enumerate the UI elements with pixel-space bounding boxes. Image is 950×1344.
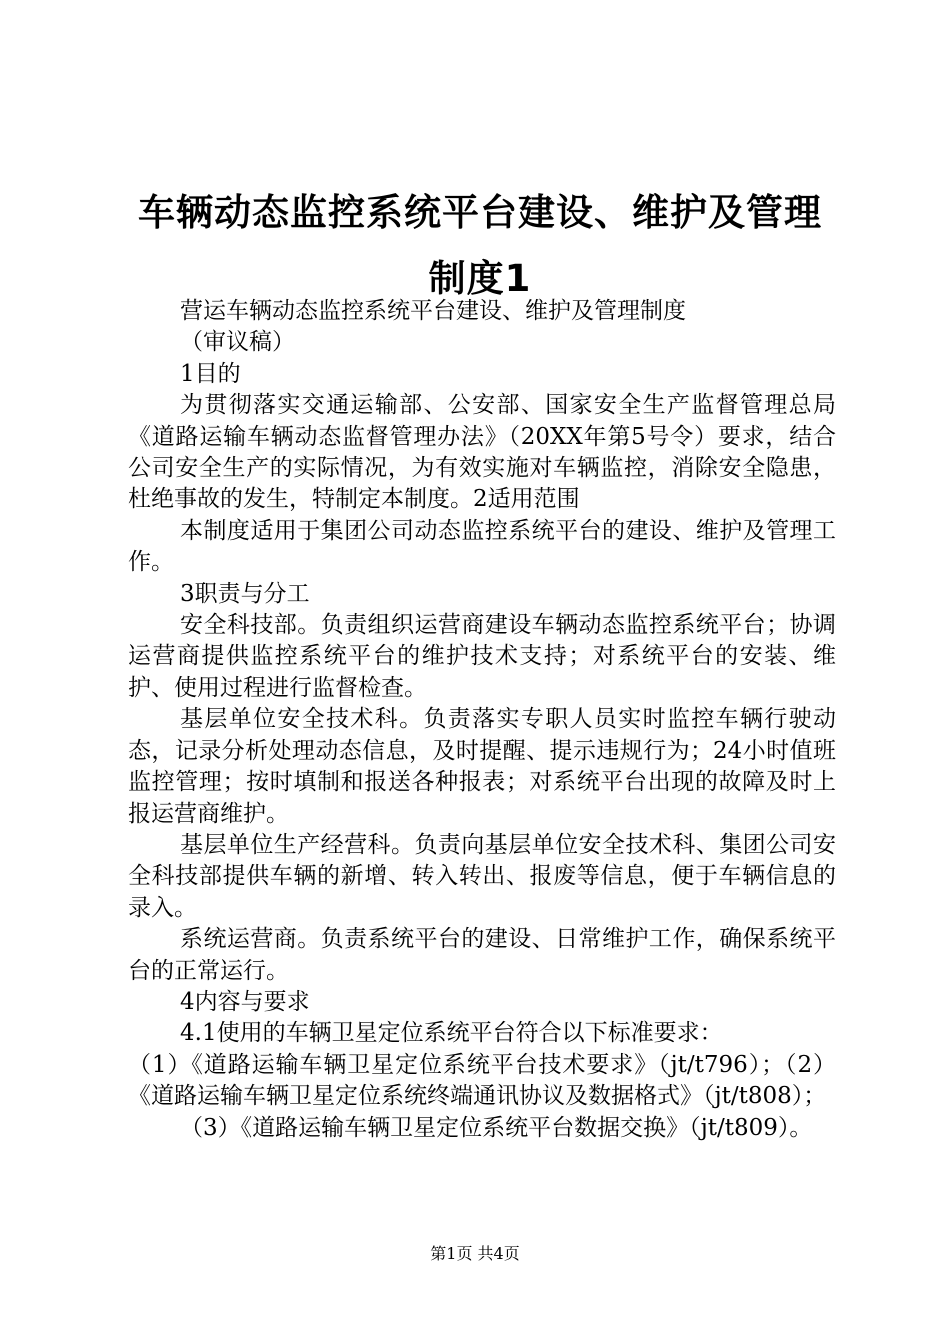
paragraph: 本制度适用于集团公司动态监控系统平台的建设、维护及管理工作。 bbox=[128, 517, 836, 576]
paragraph: 基层单位安全技术科。负责落实专职人员实时监控车辆行驶动态，记录分析处理动态信息，及时提醒、提示违规行为；24小时值班监控管理；按时填制和报送各种报表；对系统平台出现的故障及时上报运营商维护。 bbox=[128, 706, 836, 827]
document-body bbox=[128, 296, 836, 1144]
paragraph: （3）《道路运输车辆卫星定位系统平台数据交换》（jt/t809）。 bbox=[180, 1114, 813, 1141]
paragraph: 系统运营商。负责系统平台的建设、日常维护工作，确保系统平台的正常运行。 bbox=[128, 926, 836, 984]
section-heading: 3职责与分工 bbox=[180, 580, 310, 607]
paragraph: 安全科技部。负责组织运营商建设车辆动态监控系统平台；协调运营商提供监控系统平台的维护技术支持；对系统平台的安装、维护、使用过程进行监督检查。 bbox=[128, 612, 836, 701]
paragraph: （1）《道路运输车辆卫星定位系统平台技术要求》（jt/t796）；（2）《道路运输车辆卫星定位系统终端通讯协议及数据格式》（jt/t808）； bbox=[128, 1051, 836, 1110]
paragraph: （审议稿） bbox=[180, 329, 295, 356]
paragraph: 基层单位生产经营科。负责向基层单位安全技术科、集团公司安全科技部提供车辆的新增、转入转出、报废等信息，便于车辆信息的录入。 bbox=[128, 831, 836, 921]
paragraph: 为贯彻落实交通运输部、公安部、国家安全生产监督管理总局《道路运输车辆动态监督管理办法》（20XX年第5号令）要求，结合公司安全生产的实际情况，为有效实施对车辆监控，消除安全隐患，杜绝事故的发生，特制定本制度。2适用范围 bbox=[128, 392, 836, 513]
page-footer: 第1页 共4页 bbox=[430, 1244, 520, 1263]
document-title: 车辆动态监控系统平台建设、维护及管理制度1 bbox=[138, 191, 822, 300]
section-heading: 1目的 bbox=[180, 360, 241, 387]
paragraph: 营运车辆动态监控系统平台建设、维护及管理制度 bbox=[180, 298, 686, 324]
paragraph: 4.1使用的车辆卫星定位系统平台符合以下标准要求： bbox=[180, 1020, 723, 1047]
section-heading: 4内容与要求 bbox=[180, 988, 310, 1015]
